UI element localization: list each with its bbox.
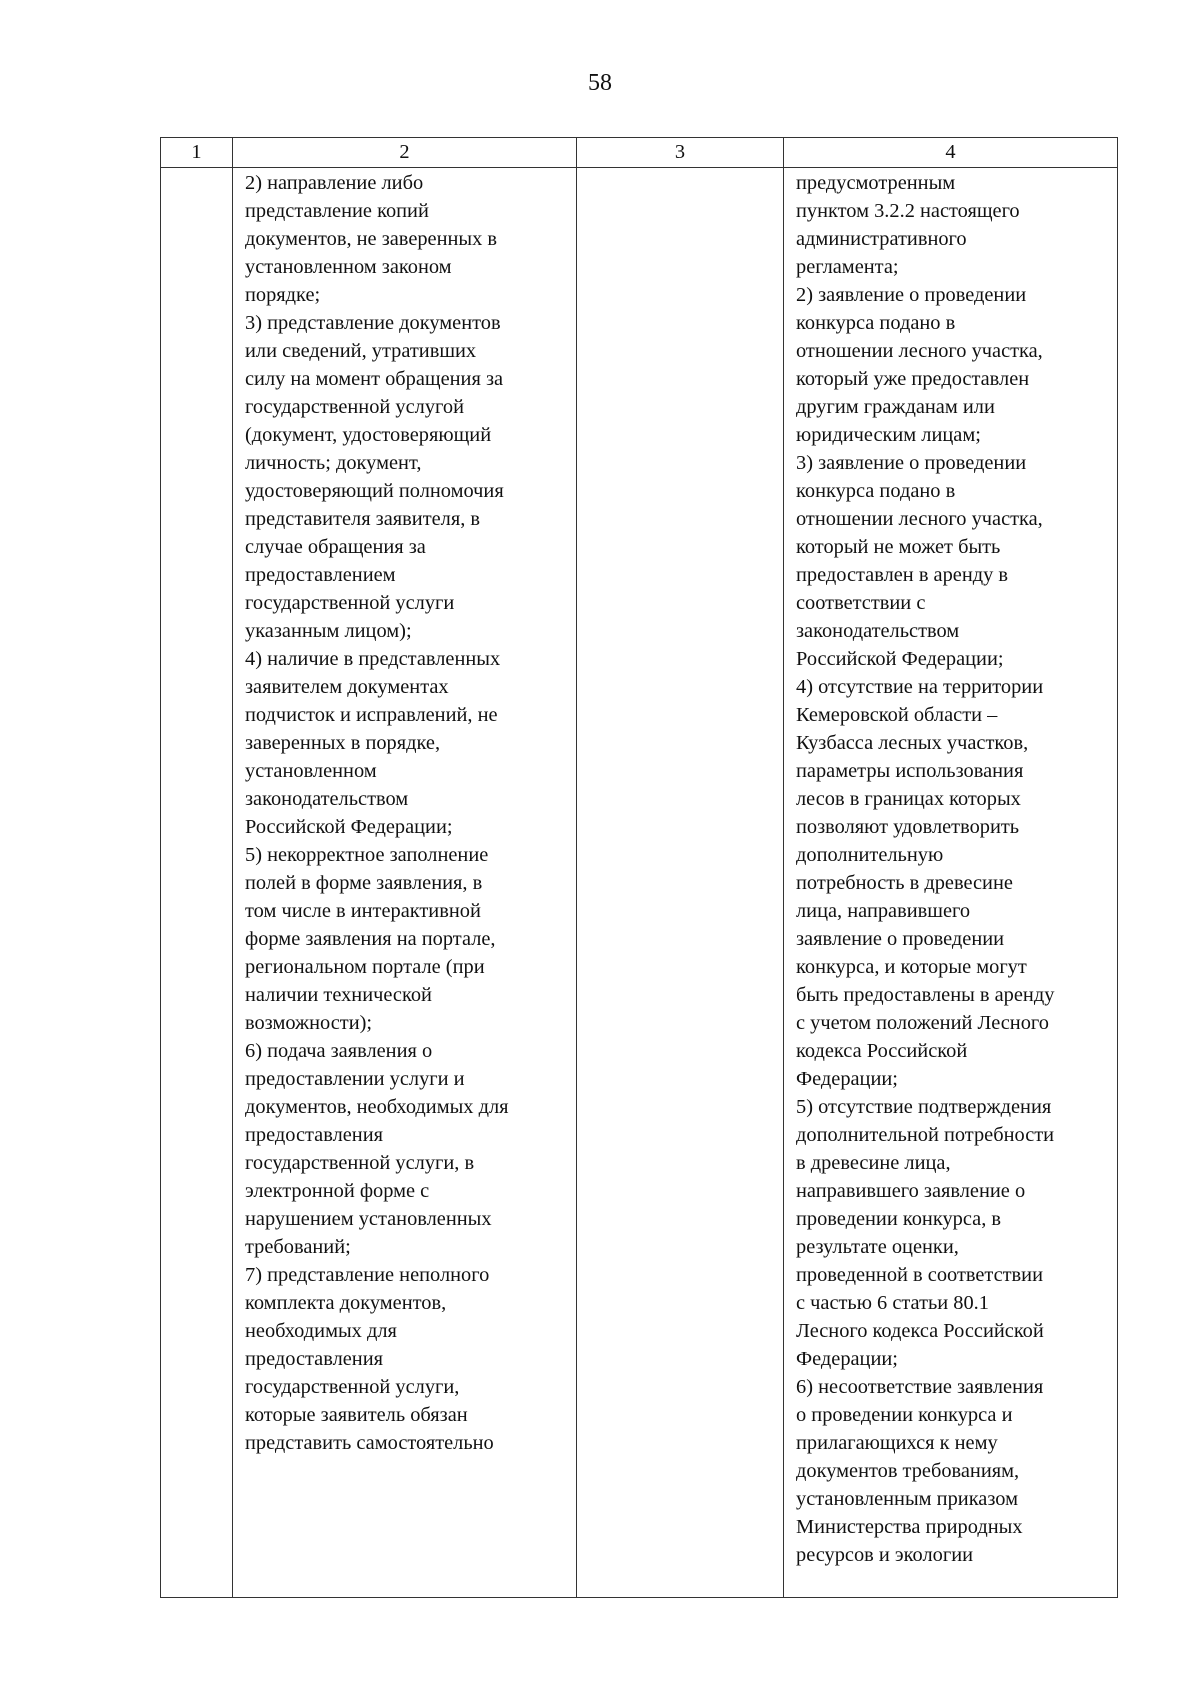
text-line: 2) направление либо (245, 172, 424, 194)
text-line: том числе в интерактивной (245, 900, 481, 922)
text-line: 7) представление неполного (245, 1264, 490, 1286)
text-line: указанным лицом); (245, 620, 412, 642)
text-line: необходимых для (245, 1320, 397, 1342)
text-line: нарушением установленных (245, 1208, 492, 1230)
text-line: конкурса, и которые могут (796, 956, 1027, 978)
text-line: предоставления (245, 1348, 384, 1370)
text-line: потребность в древесине (796, 872, 1013, 894)
text-line: 6) подача заявления о (245, 1040, 433, 1062)
text-line: пунктом 3.2.2 настоящего (796, 200, 1020, 222)
text-line: дополнительной потребности (796, 1124, 1055, 1146)
text-line: комплекта документов, (245, 1292, 447, 1314)
text-line: электронной форме с (245, 1180, 430, 1202)
text-line: отношении лесного участка, (796, 508, 1043, 530)
text-line: (документ, удостоверяющий (245, 424, 492, 446)
text-line: личность; документ, (245, 452, 422, 474)
text-line: наличии технической (245, 984, 432, 1006)
text-line: административного (796, 228, 967, 250)
text-line: государственной услуги, (245, 1376, 460, 1398)
text-line: представить самостоятельно (245, 1432, 494, 1454)
text-line: о проведении конкурса и (796, 1404, 1013, 1426)
text-line: с учетом положений Лесного (796, 1012, 1049, 1034)
text-line: или сведений, утративших (245, 340, 477, 362)
text-line: документов требованиям, (796, 1460, 1020, 1482)
text-line: кодекса Российской (796, 1040, 968, 1062)
text-line: 5) некорректное заполнение (245, 844, 489, 866)
text-line: силу на момент обращения за (245, 368, 504, 390)
text-line: региональном портале (при (245, 956, 485, 978)
column-header-2: 2 (233, 138, 577, 168)
table-header-row (161, 138, 1118, 168)
text-line: порядке; (245, 284, 321, 306)
text-line: который уже предоставлен (796, 368, 1030, 390)
text-line: Лесного кодекса Российской (796, 1320, 1044, 1342)
text-line: форме заявления на портале, (245, 928, 496, 950)
text-line: государственной услуги, в (245, 1152, 475, 1174)
text-line: требований; (245, 1236, 351, 1258)
text-line: Российской Федерации; (796, 648, 1004, 670)
text-line: законодательством (245, 788, 409, 810)
text-line: государственной услуги (245, 592, 455, 614)
text-line: позволяют удовлетворить (796, 816, 1020, 838)
page-number: 58 (588, 70, 612, 96)
text-line: направившего заявление о (796, 1180, 1026, 1202)
text-line: документов, необходимых для (245, 1096, 509, 1118)
text-line: 5) отсутствие подтверждения (796, 1096, 1052, 1118)
text-line: Министерства природных (796, 1516, 1023, 1538)
text-line: в древесине лица, (796, 1152, 951, 1174)
cell-text-col-2 (233, 168, 576, 1457)
text-line: быть предоставлены в аренду (796, 984, 1055, 1006)
text-line: другим гражданам или (796, 396, 995, 418)
text-line: юридическим лицам; (796, 424, 981, 446)
column-header-3: 3 (577, 138, 784, 168)
text-line: лесов в границах которых (796, 788, 1021, 810)
text-line: отношении лесного участка, (796, 340, 1043, 362)
text-line: 4) наличие в представленных (245, 648, 501, 670)
text-line: проведенной в соответствии (796, 1264, 1043, 1286)
text-line: 6) несоответствие заявления (796, 1376, 1044, 1398)
table-row (161, 168, 1118, 1598)
text-line: Федерации; (796, 1068, 898, 1090)
text-line: Российской Федерации; (245, 816, 453, 838)
text-line: заявление о проведении (796, 928, 1005, 950)
text-line: ресурсов и экологии (796, 1544, 974, 1566)
text-line: Федерации; (796, 1348, 898, 1370)
text-line: удостоверяющий полномочия (245, 480, 504, 502)
text-line: случае обращения за (245, 536, 426, 558)
text-line: предоставления (245, 1124, 384, 1146)
text-line: предоставлении услуги и (245, 1068, 465, 1090)
text-line: который не может быть (796, 536, 1001, 558)
text-line: прилагающихся к нему (796, 1432, 998, 1454)
text-line: соответствии с (796, 592, 926, 614)
text-line: результате оценки, (796, 1236, 959, 1258)
text-line: дополнительную (796, 844, 944, 866)
cell-col-4 (784, 168, 1118, 1598)
text-line: Кузбасса лесных участков, (796, 732, 1029, 754)
text-line: возможности); (245, 1012, 373, 1034)
text-line: 3) заявление о проведении (796, 452, 1027, 474)
text-line: 4) отсутствие на территории (796, 676, 1044, 698)
text-line: с частью 6 статьи 80.1 (796, 1292, 989, 1314)
text-line: установленным приказом (796, 1488, 1018, 1510)
text-line: заверенных в порядке, (245, 732, 441, 754)
text-line: регламента; (796, 256, 899, 278)
text-line: конкурса подано в (796, 312, 956, 334)
text-line: проведении конкурса, в (796, 1208, 1002, 1230)
cell-text-col-1 (161, 168, 232, 169)
text-line: документов, не заверенных в (245, 228, 498, 250)
text-line: установленном законом (245, 256, 452, 278)
text-line: подчисток и исправлений, не (245, 704, 498, 726)
text-line: 2) заявление о проведении (796, 284, 1027, 306)
column-header-1: 1 (161, 138, 233, 168)
text-line: представление копий (245, 200, 429, 222)
cell-col-3 (577, 168, 784, 1598)
cell-col-2 (233, 168, 577, 1598)
text-line: лица, направившего (796, 900, 971, 922)
document-table (160, 137, 1118, 1598)
text-line: предоставлен в аренду в (796, 564, 1009, 586)
text-line: законодательством (796, 620, 960, 642)
text-line: Кемеровской области – (796, 704, 998, 726)
text-line: предоставлением (245, 564, 396, 586)
text-line: 3) представление документов (245, 312, 501, 334)
cell-text-col-4 (784, 168, 1117, 1569)
text-line: представителя заявителя, в (245, 508, 481, 530)
text-line: полей в форме заявления, в (245, 872, 483, 894)
text-line: параметры использования (796, 760, 1024, 782)
text-line: предусмотренным (796, 172, 956, 194)
cell-col-1 (161, 168, 233, 1598)
column-header-4: 4 (784, 138, 1118, 168)
text-line: заявителем документах (245, 676, 449, 698)
text-line: которые заявитель обязан (245, 1404, 468, 1426)
cell-text-col-3 (577, 168, 783, 169)
text-line: конкурса подано в (796, 480, 956, 502)
text-line: государственной услугой (245, 396, 464, 418)
text-line: установленном (245, 760, 377, 782)
